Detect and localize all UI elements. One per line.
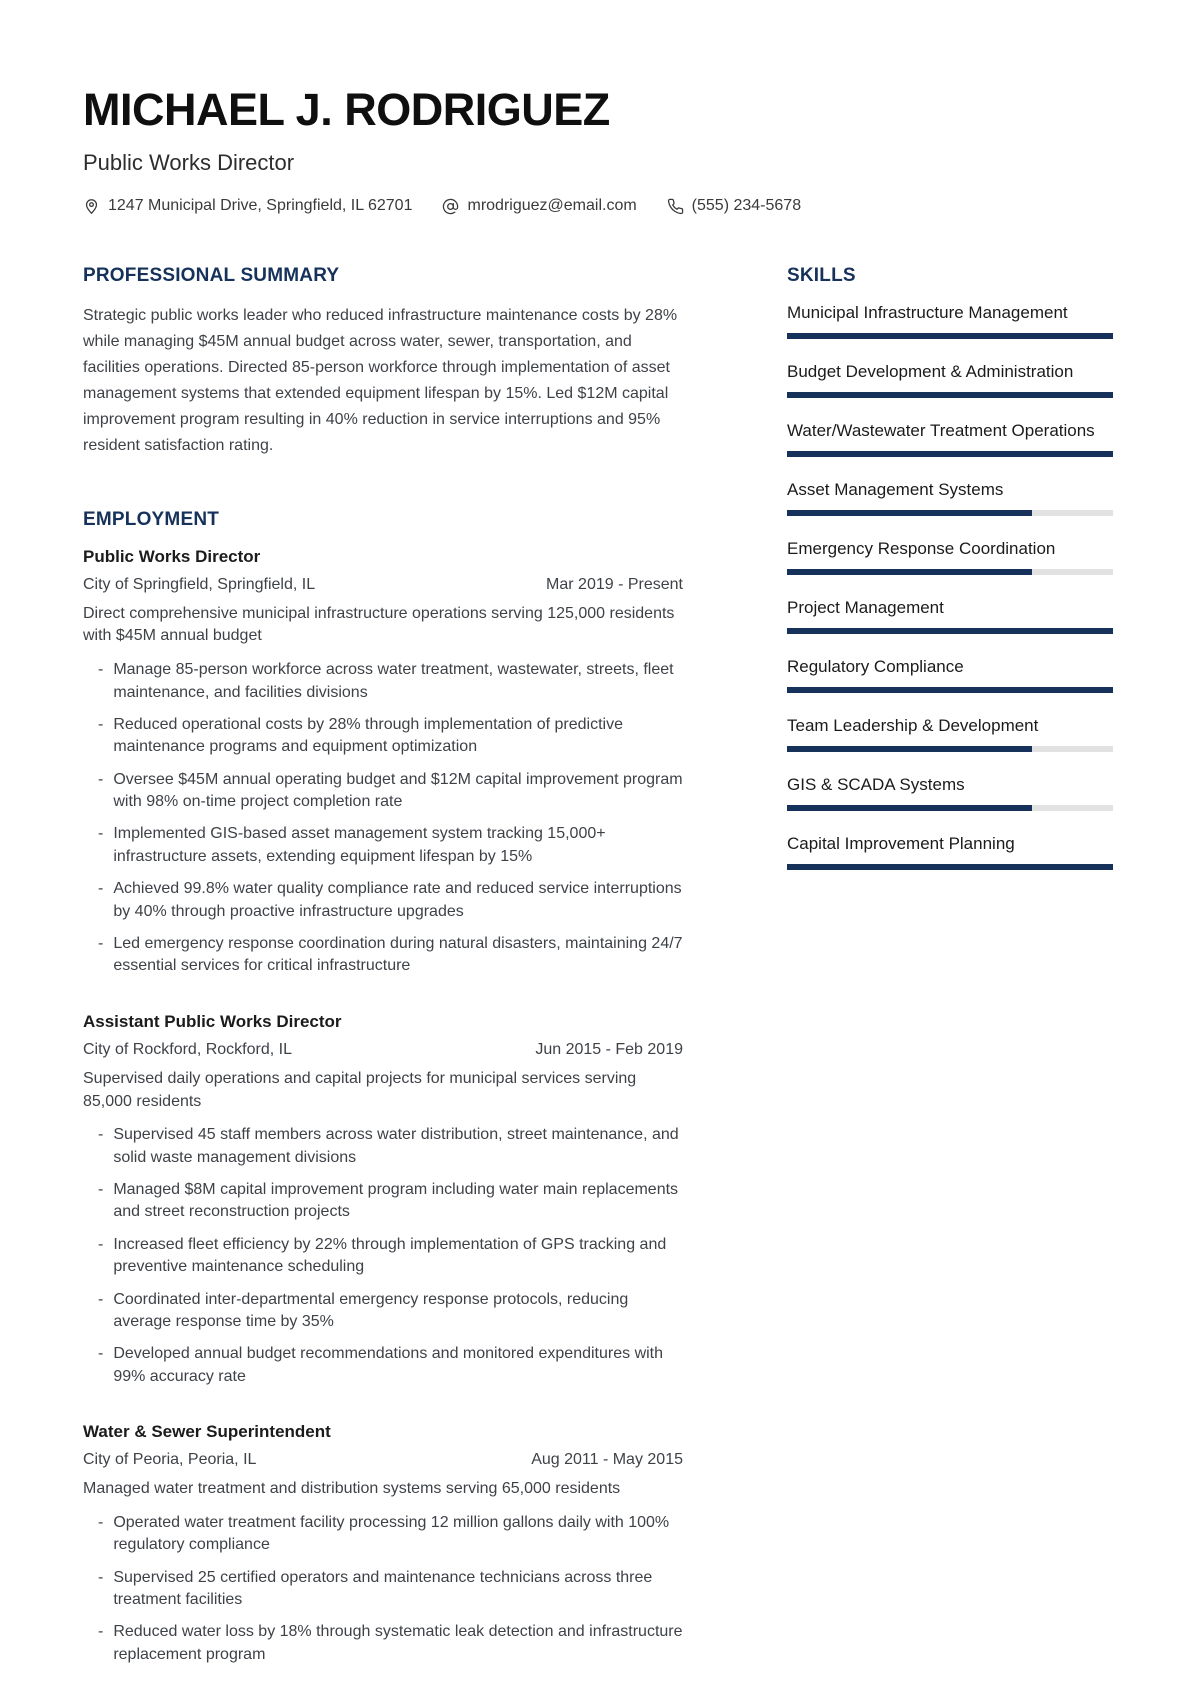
job-entry: [83, 547, 683, 978]
job-dates: Jun 2015 - Feb 2019: [535, 1040, 683, 1058]
bullet-dash: -: [98, 661, 104, 679]
skill-level-fill: [787, 805, 1032, 811]
job-bullet: - Coordinated inter-departmental emergency response protocols, reducing average response time by 35%: [83, 1289, 683, 1334]
skill-label: Asset Management Systems: [787, 480, 1004, 500]
job-company: City of Peoria, Peoria, IL: [83, 1451, 257, 1469]
skill-item: [787, 598, 1113, 634]
skill-level-fill: [787, 746, 1032, 752]
skill-level-bar: [787, 510, 1113, 516]
job-bullet: - Achieved 99.8% water quality compliance rate and reduced service interruptions by 40% through proactive infrastructure upgrades: [83, 878, 683, 923]
skill-label: Emergency Response Coordination: [787, 539, 1056, 559]
contact-email-text: mrodriguez@email.com: [467, 197, 637, 215]
phone-icon: [667, 198, 684, 215]
skill-level-fill: [787, 864, 1113, 870]
job-bullet: - Oversee $45M annual operating budget and $12M capital improvement program with 98% on-time project completion rate: [83, 769, 683, 814]
contact-address-text: 1247 Municipal Drive, Springfield, IL 62701: [108, 197, 413, 215]
bullet-dash: -: [98, 715, 104, 733]
contact-phone: [667, 197, 801, 215]
location-pin-icon: [83, 198, 100, 215]
at-sign-icon: [442, 198, 459, 215]
candidate-name: MICHAEL J. RODRIGUEZ: [83, 84, 610, 135]
employment-heading: EMPLOYMENT: [83, 508, 220, 530]
job-company: City of Springfield, Springfield, IL: [83, 575, 316, 593]
skill-level-fill: [787, 687, 1113, 693]
skill-level-bar: [787, 392, 1113, 398]
skill-item: [787, 834, 1113, 870]
skill-item: [787, 421, 1113, 457]
skill-item: [787, 362, 1113, 398]
job-bullet: - Reduced water loss by 18% through systematic leak detection and infrastructure replacement program: [83, 1621, 683, 1666]
job-bullet: - Supervised 45 staff members across water distribution, street maintenance, and solid waste management divisions: [83, 1124, 683, 1169]
summary-heading: PROFESSIONAL SUMMARY: [83, 265, 340, 287]
skill-label: Municipal Infrastructure Management: [787, 303, 1068, 323]
bullet-dash: -: [98, 1623, 104, 1641]
job-bullet: - Managed $8M capital improvement program including water main replacements and street reconstruction projects: [83, 1179, 683, 1224]
job-company: City of Rockford, Rockford, IL: [83, 1040, 292, 1058]
bullet-dash: -: [98, 1235, 104, 1253]
resume-body: [83, 265, 1113, 1700]
job-bullet-list: [83, 659, 683, 978]
contact-email: [442, 197, 636, 215]
summary-text: Strategic public works leader who reduced infrastructure maintenance costs by 28% while managing $45M annual budget across water, sewer, transportation, and facilities operations. Directed 85-person workforce through implementation of asset management systems that extended equipment lifespan by 15%. Led $12M capital improvement program resulting in 40% reduction in service interruptions and 95% resident satisfaction rating.: [83, 307, 678, 454]
contact-phone-text: (555) 234-5678: [691, 197, 802, 215]
bullet-dash: -: [98, 1126, 104, 1144]
skill-item: [787, 657, 1113, 693]
job-bullet-list: [83, 1124, 683, 1388]
skill-label: Regulatory Compliance: [787, 657, 964, 677]
skill-label: Project Management: [787, 598, 944, 618]
skill-level-bar: [787, 805, 1113, 811]
job-description: Direct comprehensive municipal infrastructure operations serving 125,000 residents with $45M annual budget: [83, 604, 675, 645]
job-entry: [83, 1012, 683, 1388]
skill-level-fill: [787, 392, 1113, 398]
skill-level-fill: [787, 569, 1032, 575]
job-bullet-list: [83, 1512, 683, 1666]
job-bullet: - Reduced operational costs by 28% through implementation of predictive maintenance programs and equipment optimization: [83, 714, 683, 759]
skill-level-bar: [787, 451, 1113, 457]
job-title: Water & Sewer Superintendent: [83, 1422, 331, 1442]
skill-level-bar: [787, 746, 1113, 752]
bullet-dash: -: [98, 1568, 104, 1586]
job-bullet: - Increased fleet efficiency by 22% through implementation of GPS tracking and preventive maintenance scheduling: [83, 1234, 683, 1279]
job-dates: Mar 2019 - Present: [546, 575, 683, 593]
skill-level-bar: [787, 628, 1113, 634]
skill-label: GIS & SCADA Systems: [787, 775, 965, 795]
job-meta: [83, 1041, 683, 1059]
employment-section: [83, 509, 683, 1667]
skill-item: [787, 775, 1113, 811]
skill-level-bar: [787, 569, 1113, 575]
skill-level-fill: [787, 510, 1032, 516]
skills-section: [787, 265, 1113, 870]
bullet-dash: -: [98, 825, 104, 843]
job-entry: [83, 1422, 683, 1666]
job-bullet: - Operated water treatment facility processing 12 million gallons daily with 100% regulatory compliance: [83, 1512, 683, 1557]
bullet-dash: -: [98, 1513, 104, 1531]
bullet-dash: -: [98, 1181, 104, 1199]
right-column: [787, 265, 1113, 1700]
skills-heading: SKILLS: [787, 265, 856, 287]
left-column: [83, 265, 683, 1700]
summary-section: [83, 265, 683, 458]
skill-level-fill: [787, 333, 1113, 339]
job-title: Public Works Director: [83, 546, 261, 566]
resume-header: [83, 86, 1113, 215]
bullet-dash: -: [98, 880, 104, 898]
job-meta: [83, 1451, 683, 1469]
job-description: Supervised daily operations and capital projects for municipal services serving 85,000 residents: [83, 1069, 637, 1110]
bullet-dash: -: [98, 935, 104, 953]
job-bullet: - Manage 85-person workforce across water treatment, wastewater, streets, fleet maintenance, and facilities divisions: [83, 659, 683, 704]
skill-label: Team Leadership & Development: [787, 716, 1039, 736]
contact-row: [83, 197, 1113, 215]
bullet-dash: -: [98, 1290, 104, 1308]
bullet-dash: -: [98, 1345, 104, 1363]
job-bullet: - Implemented GIS-based asset management system tracking 15,000+ infrastructure assets, extending equipment lifespan by 15%: [83, 823, 683, 868]
job-description: Managed water treatment and distribution systems serving 65,000 residents: [83, 1480, 621, 1498]
skill-level-bar: [787, 333, 1113, 339]
candidate-title: Public Works Director: [83, 150, 295, 176]
skill-item: [787, 303, 1113, 339]
bullet-dash: -: [98, 770, 104, 788]
skill-label: Water/Wastewater Treatment Operations: [787, 421, 1095, 441]
job-title: Assistant Public Works Director: [83, 1011, 342, 1031]
skill-level-bar: [787, 687, 1113, 693]
skill-level-bar: [787, 864, 1113, 870]
skill-item: [787, 716, 1113, 752]
job-meta: [83, 576, 683, 594]
skill-label: Budget Development & Administration: [787, 362, 1074, 382]
job-dates: Aug 2011 - May 2015: [531, 1451, 683, 1469]
skill-item: [787, 480, 1113, 516]
contact-address: [83, 197, 412, 215]
skill-level-fill: [787, 628, 1113, 634]
job-bullet: - Developed annual budget recommendations and monitored expenditures with 99% accuracy rate: [83, 1343, 683, 1388]
skill-label: Capital Improvement Planning: [787, 834, 1015, 854]
skill-item: [787, 539, 1113, 575]
job-bullet: - Led emergency response coordination during natural disasters, maintaining 24/7 essential services for critical infrastructure: [83, 933, 683, 978]
job-bullet: - Supervised 25 certified operators and maintenance technicians across three treatment facilities: [83, 1567, 683, 1612]
skill-level-fill: [787, 451, 1113, 457]
